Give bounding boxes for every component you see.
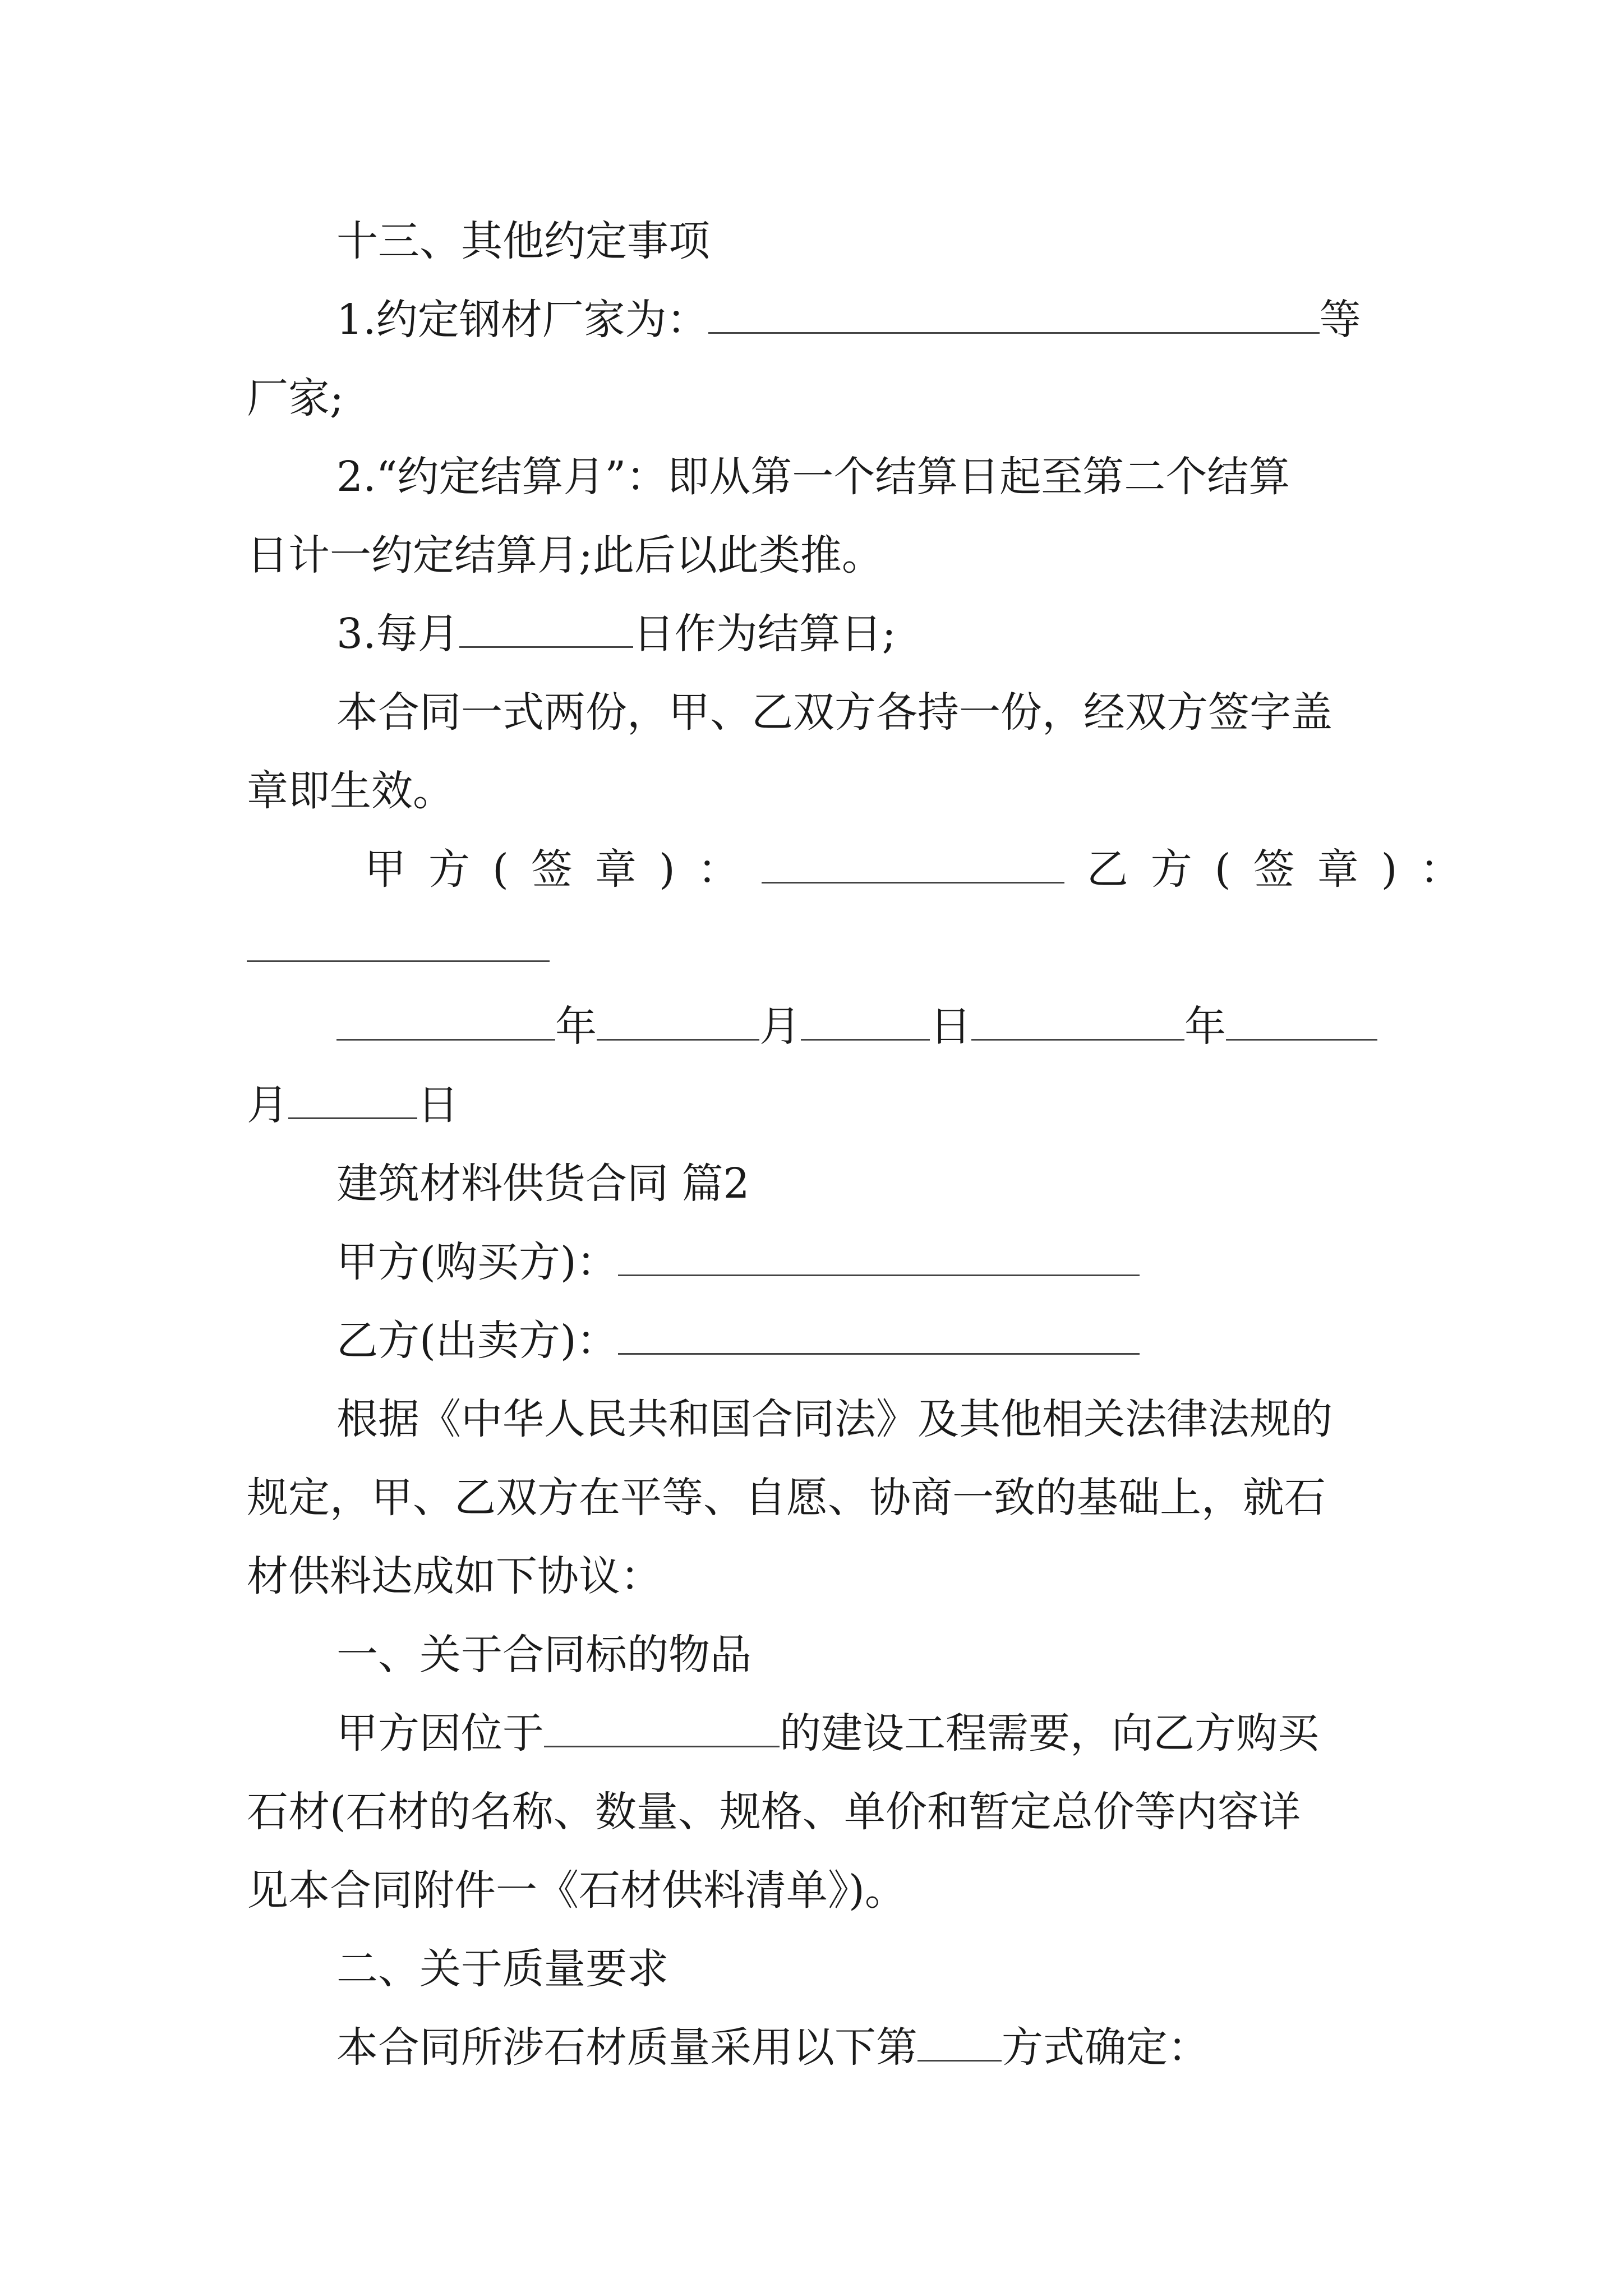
copies-clause-line-1: 本合同一式两份，甲、乙双方各持一份，经双方签字盖 <box>336 688 1332 737</box>
section-1-line-2: 石材(石材的名称、数量、规格、单价和暂定总价等内容详 <box>247 1788 1301 1836</box>
party-a-year-blank[interactable] <box>336 1004 555 1041</box>
party-b-year-blank[interactable] <box>971 1004 1184 1041</box>
contract-2-heading: 建筑材料供货合同 篇2 <box>336 1159 750 1208</box>
item-1-suffix: 等 <box>1319 296 1361 344</box>
item-1-continuation: 厂家; <box>247 374 344 422</box>
section-1-prefix: 甲方因位于 <box>336 1709 544 1757</box>
section-2-line-1 <box>336 2019 1209 2076</box>
steel-manufacturer-blank[interactable] <box>708 297 1320 334</box>
party-a-signature-label: 甲方(签章)： <box>365 845 762 894</box>
buyer-label: 甲方(购买方)： <box>336 1238 618 1286</box>
month-label-a: 月 <box>759 1002 801 1051</box>
party-a-day-blank[interactable] <box>801 1004 930 1041</box>
item-3-line <box>336 606 896 662</box>
buyer-name-blank[interactable] <box>618 1240 1140 1276</box>
quality-method-blank[interactable] <box>917 2025 1002 2062</box>
section-2-title: 二、关于质量要求 <box>336 1945 668 1993</box>
section-1-suffix: 的建设工程需要，向乙方购买 <box>780 1709 1319 1757</box>
settlement-day-blank[interactable] <box>459 611 633 648</box>
party-a-signature-blank[interactable] <box>762 847 1064 884</box>
party-b-signature-label: 乙方(签章)： <box>1086 845 1484 894</box>
seller-line <box>336 1313 1140 1369</box>
date-row <box>336 999 1377 1055</box>
item-2-line-1: 2.“约定结算月”：即从第一个结算日起至第二个结算 <box>336 453 1290 501</box>
party-b-month-blank[interactable] <box>1226 1004 1377 1041</box>
item-3-label: 3.每月 <box>336 610 459 658</box>
signature-row <box>365 841 1484 898</box>
item-1-line <box>336 292 1361 348</box>
party-a-month-blank[interactable] <box>597 1004 759 1041</box>
year-label-a: 年 <box>555 1002 597 1051</box>
preamble-line-3: 材供料达成如下协议： <box>247 1552 662 1600</box>
section-2-prefix: 本合同所涉石材质量采用以下第 <box>336 2023 917 2072</box>
day-label-b: 日 <box>417 1081 459 1129</box>
item-3-suffix: 日作为结算日; <box>633 610 896 658</box>
section-1-title: 一、关于合同标的物品 <box>336 1631 751 1679</box>
section-1-line-1 <box>336 1705 1319 1761</box>
section-1-line-3: 见本合同附件一《石材供料清单》)。 <box>247 1866 906 1915</box>
month-label-b: 月 <box>247 1081 288 1129</box>
preamble-line-2: 规定，甲、乙双方在平等、自愿、协商一致的基础上，就石 <box>247 1474 1326 1522</box>
date-row-continuation <box>247 1077 459 1133</box>
party-b-day-blank[interactable] <box>288 1083 417 1119</box>
copies-clause-line-2: 章即生效。 <box>247 767 454 815</box>
year-label-b: 年 <box>1184 1002 1226 1051</box>
day-label-a: 日 <box>930 1002 971 1051</box>
seller-label: 乙方(出卖方)： <box>336 1317 618 1365</box>
party-b-signature-blank[interactable] <box>247 926 550 962</box>
preamble-line-1: 根据《中华人民共和国合同法》及其他相关法律法规的 <box>336 1395 1332 1443</box>
item-1-label: 1.约定钢材厂家为： <box>336 296 708 344</box>
seller-name-blank[interactable] <box>618 1318 1140 1355</box>
section-2-suffix: 方式确定： <box>1002 2023 1209 2072</box>
party-b-signature-line <box>247 920 550 976</box>
project-location-blank[interactable] <box>544 1711 780 1747</box>
section-13-title: 十三、其他约定事项 <box>336 217 710 265</box>
buyer-line <box>336 1234 1140 1290</box>
item-2-line-2: 日计一约定结算月;此后以此类推。 <box>247 531 883 579</box>
